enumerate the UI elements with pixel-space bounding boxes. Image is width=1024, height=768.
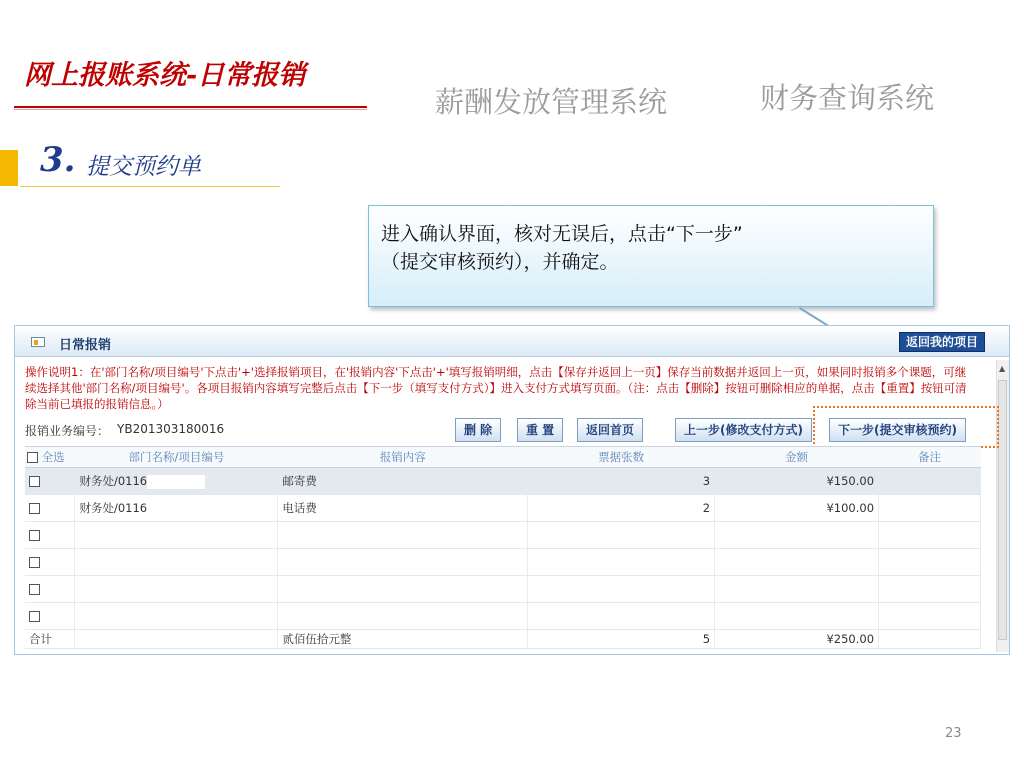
title-underline [14,106,367,108]
empty-row[interactable] [25,522,981,549]
subtitle-marker [0,150,18,186]
nav-finance-query-system[interactable]: 财务查询系统 [760,81,935,115]
next-button-highlight [813,406,999,448]
app-title: 日常报销 [59,338,112,353]
table-row[interactable] [25,468,981,495]
business-number-value: YB201303180016 [117,422,225,436]
vertical-scrollbar[interactable] [996,360,1009,652]
row-checkbox[interactable] [29,530,40,541]
reimbursement-table [25,446,981,649]
table-row[interactable] [25,495,981,522]
column-remark: 备注 [879,447,981,468]
callout-line-1: 进入确认界面，核对无误后，点击“下一步” [381,223,743,245]
instruction-callout [368,205,934,307]
total-count: 5 [528,630,715,649]
row-count: 2 [528,495,715,522]
total-label: 合计 [25,630,75,649]
subtitle-text: 提交预约单 [86,154,201,180]
back-home-button[interactable]: 返回首页 [577,418,643,442]
row-checkbox[interactable] [29,584,40,595]
operation-instructions: 操作说明1：在'部门名称/项目编号'下点击'+'选择报销项目，在'报销内容'下点击'+'填写报销明细，点击【保存并返回上一页】保存当前数据并返回上一页，如果同时报销多个课题，可继续选择其他'部门名称/项目编号'。各项目报销内容填写完整后点击【下一步（填写支付方式）】进入支付方式填写页面。（注：点击【删除】按钮可删除相应的单据，点击【重置】按钮可清除当前已填报的报销信息。） [25,365,967,411]
row-count: 3 [528,468,715,495]
subtitle-underline [20,186,280,187]
delete-button[interactable]: 删 除 [455,418,501,442]
next-step-submit-button[interactable]: 下一步(提交审核预约) [829,418,966,442]
row-dept[interactable]: 财务处/0116 [79,501,148,515]
row-checkbox[interactable] [29,476,40,487]
scrollbar-thumb[interactable] [998,380,1007,640]
table-header-row [25,447,981,468]
reimbursement-app-window [14,325,1010,655]
empty-row[interactable] [25,576,981,603]
reset-button[interactable]: 重 置 [517,418,563,442]
select-all-header[interactable] [25,447,75,468]
row-content[interactable]: 电话费 [278,495,528,522]
select-all-label[interactable]: 全选 [41,450,65,464]
column-content: 报销内容 [278,447,528,468]
subtitle-number: 3. [40,140,76,180]
row-dept[interactable]: 财务处/0116 [79,474,148,488]
column-count: 票据张数 [528,447,715,468]
column-dept: 部门名称/项目编号 [75,447,278,468]
business-number-label: 报销业务编号： [25,424,110,438]
nav-salary-system[interactable]: 薪酬发放管理系统 [435,85,668,119]
column-amount: 金额 [715,447,879,468]
row-checkbox[interactable] [29,611,40,622]
total-content: 贰佰伍拾元整 [278,630,528,649]
empty-row[interactable] [25,549,981,576]
row-checkbox[interactable] [29,557,40,568]
row-amount: ¥100.00 [715,495,879,522]
empty-row[interactable] [25,603,981,630]
form-icon [31,337,45,347]
row-checkbox[interactable] [29,503,40,514]
row-content[interactable]: 邮寄费 [278,468,528,495]
slide-title: 网上报账系统-日常报销 [24,60,306,91]
back-to-my-projects-button[interactable]: 返回我的项目 [899,332,985,352]
callout-line-2: （提交审核预约），并确定。 [381,251,619,273]
total-row [25,630,981,649]
app-header [15,326,1009,357]
row-remark [879,495,981,522]
select-all-checkbox[interactable] [27,452,38,463]
row-remark [879,468,981,495]
total-amount: ¥250.00 [715,630,879,649]
row-amount: ¥150.00 [715,468,879,495]
scroll-up-icon[interactable]: ▲ [999,364,1006,373]
page-number: 23 [945,726,962,741]
previous-step-button[interactable]: 上一步(修改支付方式) [675,418,812,442]
